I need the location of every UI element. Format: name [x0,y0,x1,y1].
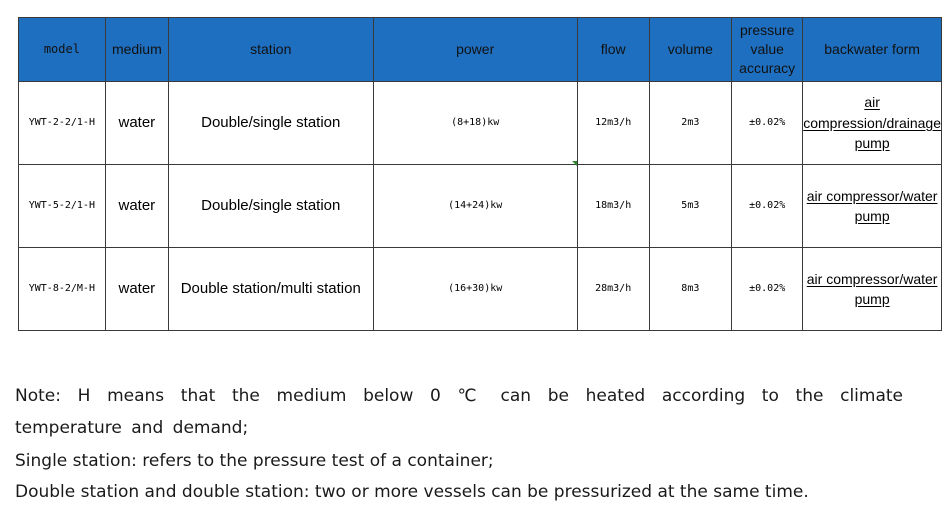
header-backwater: backwater form [803,18,942,82]
cell-station: Double station/multi station [168,248,373,331]
cell-backwater: air compression/drainage pump [803,82,942,165]
cell-accuracy: ±0.02% [732,82,803,165]
cell-power: (8+18)kw [373,82,577,165]
header-accuracy: pressure value accuracy [732,18,803,82]
table-row [19,82,942,165]
note-single-station: Single station: refers to the pressure test of a container; [15,451,494,471]
cell-station: Double/single station [168,82,373,165]
cell-medium: water [105,165,168,248]
cell-comment-marker [572,161,577,166]
cell-model: YWT-8-2/M-H [19,248,106,331]
cell-volume: 2m3 [649,82,732,165]
note-heating: Note: H means that the medium below 0 ℃ can be heated according to the climate temperature and demand; [15,386,903,438]
header-row [19,18,942,82]
header-model: model [19,18,106,82]
cell-backwater: air compressor/water pump [803,248,942,331]
note-double-station: Double station and double station: two or more vessels can be pressurized at the same time. [15,482,809,502]
cell-backwater: air compressor/water pump [803,165,942,248]
header-medium: medium [105,18,168,82]
cell-power: (16+30)kw [373,248,577,331]
cell-medium: water [105,82,168,165]
cell-flow: 28m3/h [577,248,649,331]
header-station: station [168,18,373,82]
cell-accuracy: ±0.02% [732,165,803,248]
cell-volume: 8m3 [649,248,732,331]
cell-medium: water [105,248,168,331]
cell-model: YWT-2-2/1-H [19,82,106,165]
cell-flow: 12m3/h [577,82,649,165]
header-power: power [373,18,577,82]
header-volume: volume [649,18,732,82]
spec-table [18,17,942,331]
table-row [19,165,942,248]
notes [15,380,903,506]
cell-volume: 5m3 [649,165,732,248]
table-row [19,248,942,331]
cell-flow: 18m3/h [577,165,649,248]
cell-model: YWT-5-2/1-H [19,165,106,248]
cell-accuracy: ±0.02% [732,248,803,331]
cell-power: (14+24)kw [373,165,577,248]
cell-station: Double/single station [168,165,373,248]
header-flow: flow [577,18,649,82]
